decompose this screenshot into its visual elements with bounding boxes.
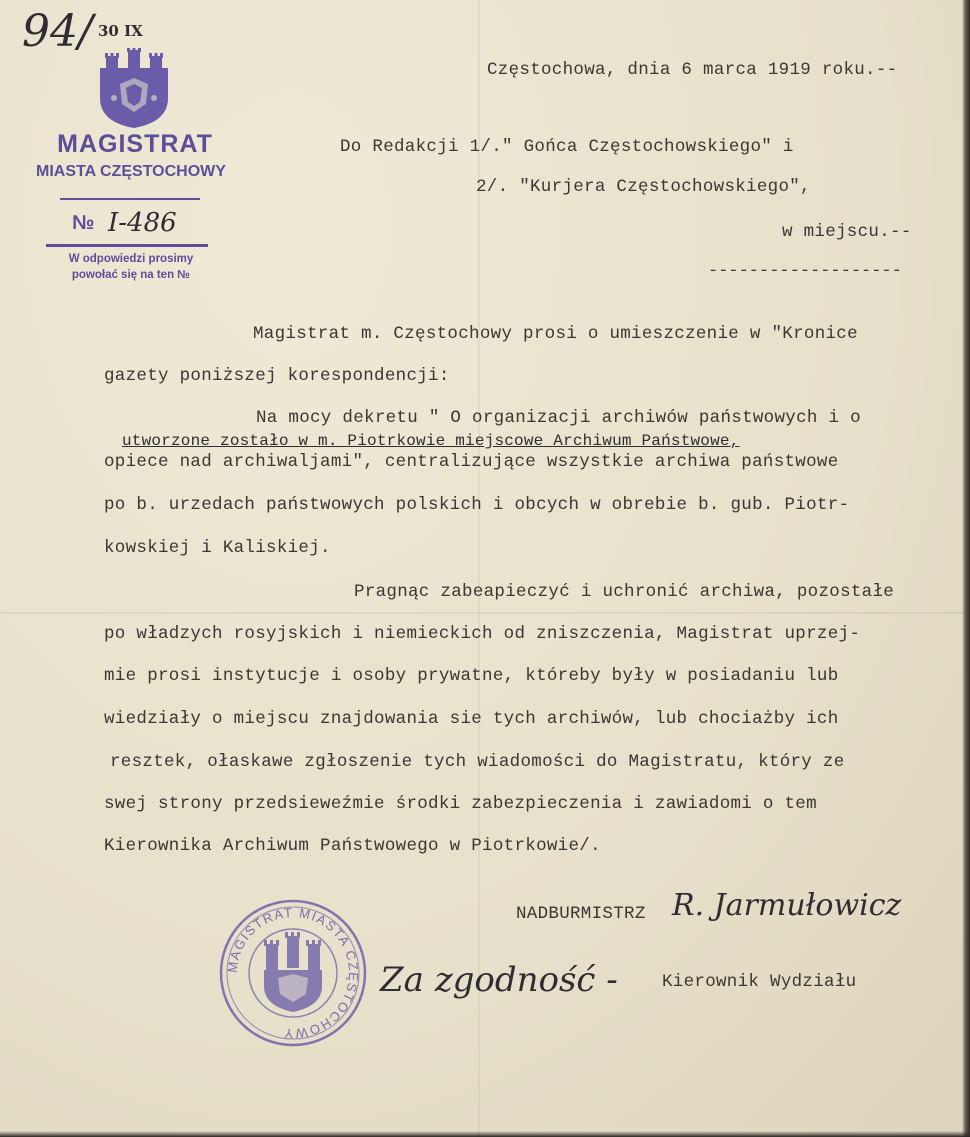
body-line-13: Kierownika Archiwum Państwowego w Piotrkowie/. xyxy=(104,836,601,856)
body-line-2: gazety poniższej korespondencji: xyxy=(104,366,450,386)
signatory-title: NADBURMISTRZ xyxy=(516,904,646,924)
reply-note-line-2: powołać się na ten № xyxy=(71,269,191,281)
reference-number: I-486 xyxy=(108,208,177,238)
letterhead-rule-bottom xyxy=(46,244,208,247)
body-line-7: Pragnąc zabeapieczyć i uchronić archiwa, pozostałe xyxy=(354,582,895,602)
body-line-5: po b. urzedach państwowych polskich i obcych w obrebie b. gub. Piotr- xyxy=(104,495,850,515)
body-line-3-handwritten-insert: utworzone zostało w m. Piotrkowie miejscowe Archiwum Państwowe, xyxy=(122,432,740,450)
reply-note-line-1: W odpowiedzi prosimy xyxy=(68,253,194,265)
body-line-3: Na mocy dekretu " O organizacji archiwów państwowych i o xyxy=(256,408,861,428)
department-head-label: Kierownik Wydziału xyxy=(662,972,857,992)
letterhead-reply-note xyxy=(56,251,206,283)
letterhead-subtitle: MIASTA CZĘSTOCHOWY xyxy=(36,163,226,180)
fold-crease-horizontal xyxy=(0,612,970,614)
body-line-9: mie prosi instytucje i osoby prywatne, któreby były w posiadaniu lub xyxy=(104,666,839,686)
stamp-ring-text: MAGISTRAT MIASTA CZĘSTOCHOWY xyxy=(224,904,362,1042)
addressee-line-1: Do Redakcji 1/." Gońca Częstochowskiego" i xyxy=(340,137,794,157)
body-line-10: wiedziały o miejscu znajdowania sie tych archiwów, lub chociażby ich xyxy=(104,709,839,729)
body-line-11: resztek, ołaskawe zgłoszenie tych wiadomości do Magistratu, który ze xyxy=(110,752,845,772)
body-line-6: kowskiej i Kaliskiej. xyxy=(104,538,331,558)
city-crest-icon xyxy=(96,48,172,130)
page-edge-bottom xyxy=(0,1131,970,1137)
handwritten-reference: 94/ xyxy=(22,6,93,57)
body-line-8: po władzych rosyjskich i niemieckich od zniszczenia, Magistrat uprzej- xyxy=(104,624,861,644)
conformity-signature: Za zgodność - xyxy=(380,960,618,1000)
addressee-line-3: w miejscu.-- xyxy=(782,222,912,242)
letterhead-title: MAGISTRAT xyxy=(57,130,213,158)
addressee-dashes: ------------------- xyxy=(708,262,902,281)
addressee-line-2: 2/. "Kurjera Częstochowskiego", xyxy=(476,177,811,197)
body-line-4: opiece nad archiwaljami", centralizujące wszystkie archiwa państwowe xyxy=(104,452,839,472)
number-label: № xyxy=(72,212,95,234)
page-edge-right xyxy=(962,0,970,1137)
date-line: Częstochowa, dnia 6 marca 1919 roku.-- xyxy=(487,60,898,80)
handwritten-reference-small: 30 IX xyxy=(98,22,143,40)
body-line-1: Magistrat m. Częstochowy prosi o umieszczenie w "Kronice xyxy=(253,324,858,344)
signature-nadburmistrz: R. Jarmułowicz xyxy=(672,888,902,923)
body-line-12: swej strony przedsieweźmie środki zabezpieczenia i zawiadomi o tem xyxy=(104,794,817,814)
letterhead-rule-top xyxy=(60,198,200,200)
official-stamp-icon xyxy=(218,898,368,1048)
